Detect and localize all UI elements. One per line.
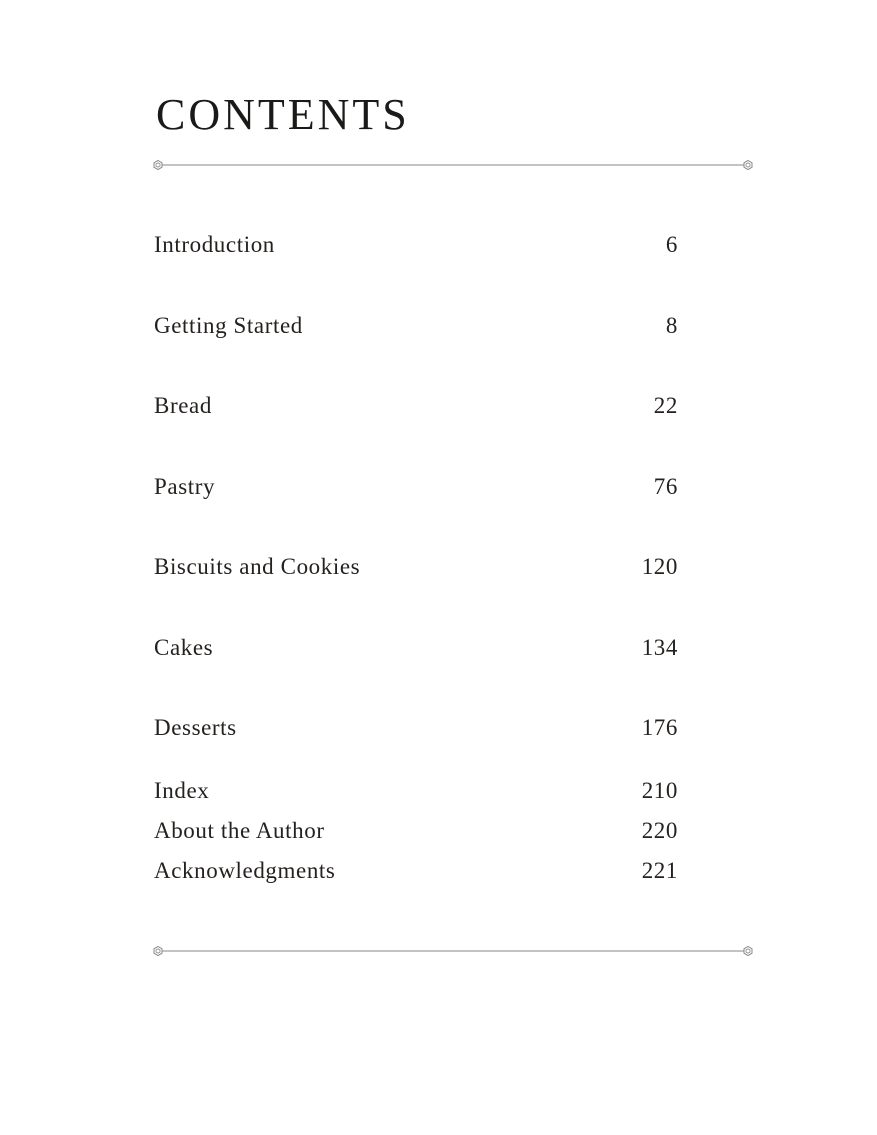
toc-entry-title: Desserts xyxy=(154,715,237,740)
toc-entry-page: 6 xyxy=(665,232,678,257)
toc-entry-desserts[interactable] xyxy=(154,713,678,743)
toc-entry-about-the-author[interactable] xyxy=(154,816,678,846)
toc-entry-page: 22 xyxy=(653,393,678,418)
page-title: CONTENTS xyxy=(156,90,410,139)
toc-entry-page: 176 xyxy=(641,715,678,740)
toc-entry-page: 210 xyxy=(641,778,678,803)
hexagon-ornament-icon xyxy=(744,161,752,170)
toc-entry-bread[interactable] xyxy=(154,391,678,421)
bottom-divider xyxy=(152,945,754,957)
toc-entry-cakes[interactable] xyxy=(154,633,678,663)
toc-entry-acknowledgments[interactable] xyxy=(154,856,678,886)
toc-entry-title: Introduction xyxy=(154,232,275,257)
toc-entry-getting-started[interactable] xyxy=(154,311,678,341)
toc-entry-page: 76 xyxy=(653,474,678,499)
toc-entry-title: About the Author xyxy=(154,818,325,843)
toc-entry-title: Pastry xyxy=(154,474,216,499)
toc-entry-title: Getting Started xyxy=(154,313,303,338)
hexagon-ornament-icon xyxy=(154,161,162,170)
toc-entry-index[interactable] xyxy=(154,776,678,806)
toc-entry-page: 8 xyxy=(665,313,678,338)
toc-entry-title: Index xyxy=(154,778,210,803)
toc-entry-title: Cakes xyxy=(154,635,214,660)
toc-entry-page: 220 xyxy=(641,818,678,843)
hexagon-ornament-icon xyxy=(154,947,162,956)
toc-entry-title: Acknowledgments xyxy=(154,858,336,883)
top-divider xyxy=(152,159,754,171)
toc-entry-page: 134 xyxy=(641,635,678,660)
toc-entry-biscuits-and-cookies[interactable] xyxy=(154,552,678,582)
toc-entry-page: 221 xyxy=(641,858,678,883)
toc-entry-title: Biscuits and Cookies xyxy=(154,554,361,579)
hexagon-ornament-icon xyxy=(744,947,752,956)
toc-entry-page: 120 xyxy=(641,554,678,579)
toc-entry-title: Bread xyxy=(154,393,212,418)
toc-entry-introduction[interactable] xyxy=(154,230,678,260)
toc-entry-pastry[interactable] xyxy=(154,472,678,502)
